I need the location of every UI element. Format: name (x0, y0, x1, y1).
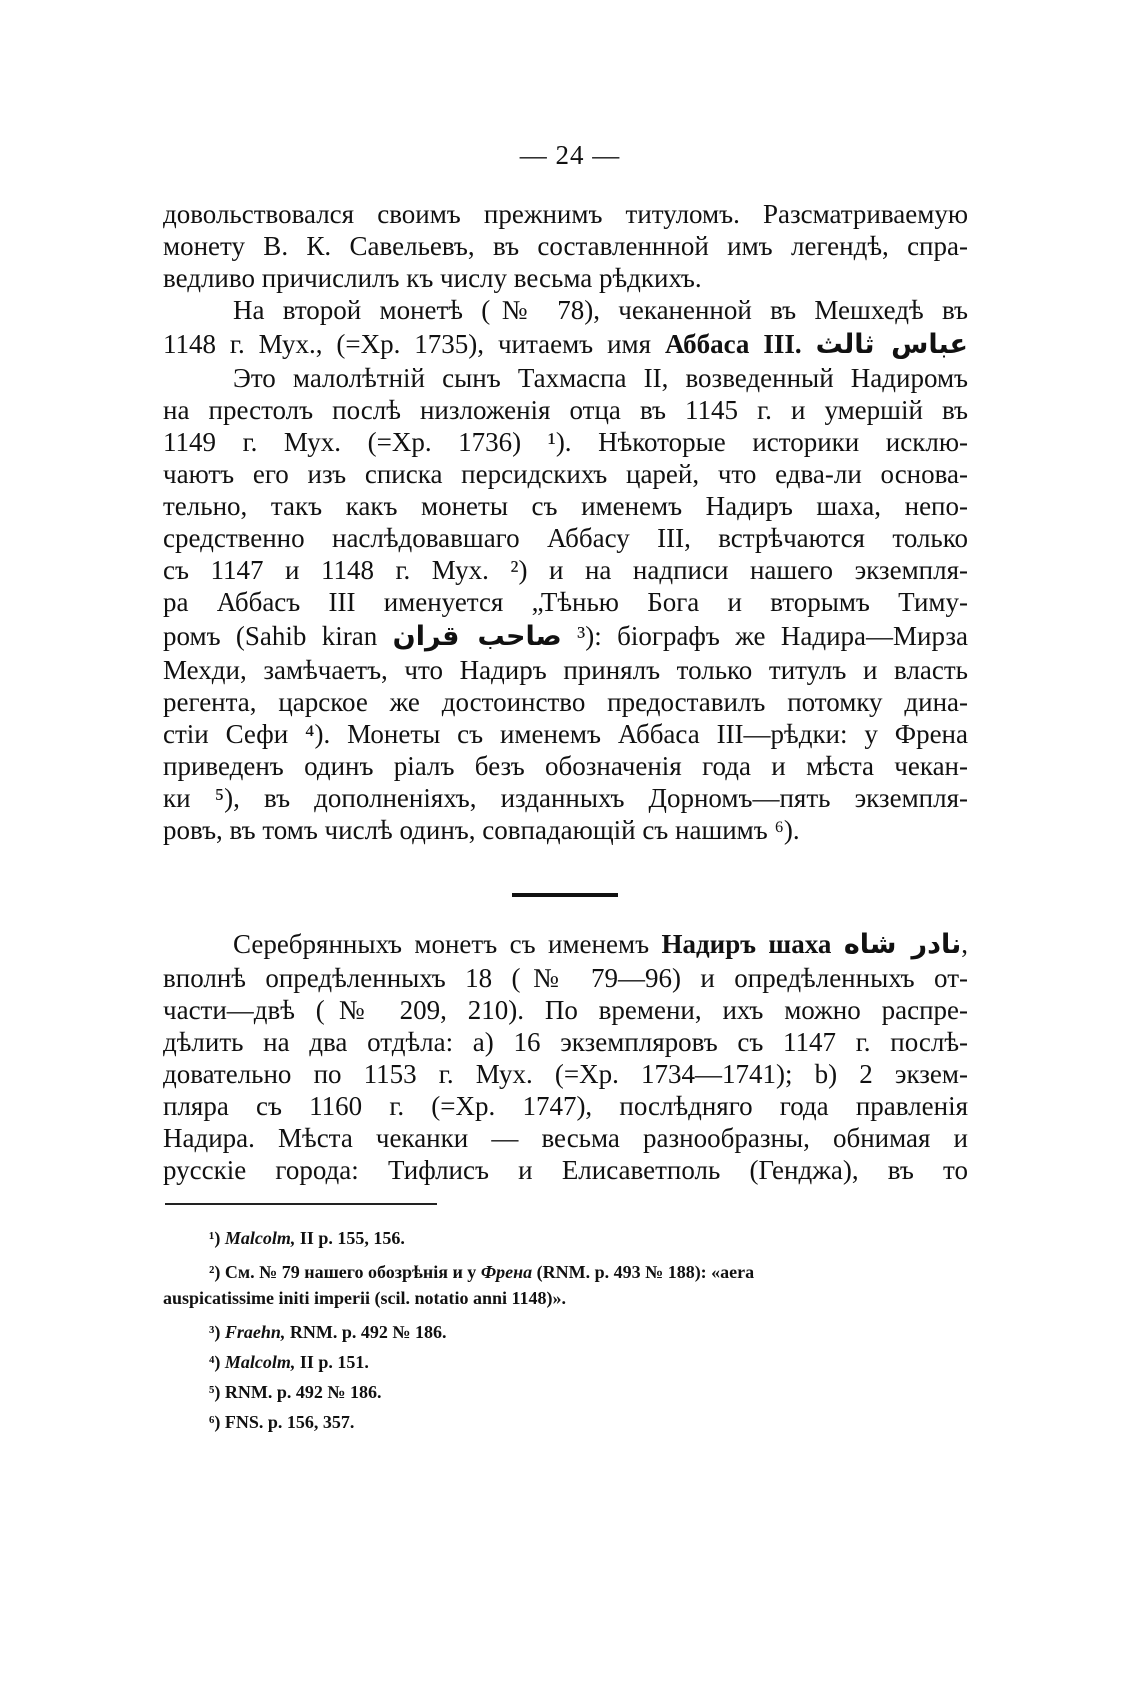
text-line: приведенъ одинъ ріалъ безъ обозначенія года и мѣста чекан- (163, 751, 968, 781)
arabic-inscription: صاحب قران (392, 621, 562, 652)
footnote-text: См. № 79 нашего обозрѣнія и у (220, 1262, 481, 1282)
footnote-1 (209, 1226, 969, 1250)
footnote-text: II p. 155, 156. (295, 1228, 405, 1248)
footnote-mark: ²) (209, 1262, 221, 1282)
text-line: съ 1147 и 1148 г. Мух. ²) и на надписи нашего экземпля- (163, 555, 968, 585)
footnote-mark: ⁵) (209, 1382, 221, 1402)
footnote-mark: ⁶) (209, 1412, 221, 1432)
text-line: Надира. Мѣста чеканки — весьма разнообразны, обнимая и (163, 1123, 968, 1153)
text-span: ромъ (Sahib kiran (163, 621, 393, 651)
text-line (163, 620, 968, 653)
footnote-3 (209, 1320, 969, 1344)
footnote-mark: ⁴) (209, 1352, 221, 1372)
footnote-author: Френа (480, 1262, 533, 1282)
text-span: ³): біографъ же Надира—Мирза (561, 621, 968, 651)
footnote-divider (165, 1203, 437, 1205)
text-line: довольствовался своимъ прежнимъ титуломъ. Разсматриваемую (163, 199, 968, 229)
text-line: части—двѣ (№ 209, 210). По времени, ихъ можно распре- (163, 995, 968, 1025)
text-line: пляра съ 1160 г. (=Хр. 1747), послѣдняго года правленія (163, 1091, 968, 1121)
footnote-5 (209, 1380, 969, 1404)
name-nadir: Надиръ шаха (661, 929, 832, 959)
text-line (163, 328, 968, 361)
text-line: довательно по 1153 г. Мух. (=Хр. 1734—1741); b) 2 экзем- (163, 1059, 968, 1089)
text-line: На второй монетѣ (№ 78), чеканенной въ Мешхедѣ въ (233, 295, 968, 325)
footnote-text: (RNM. p. 493 № 188): «aera (532, 1262, 755, 1282)
footnote-text: RNM. p. 492 № 186. (220, 1382, 382, 1402)
text-line: Это малолѣтній сынъ Тахмаспа II, возведенный Надиромъ (233, 363, 968, 393)
name-abbas: Аббаса III. (664, 329, 802, 359)
text-line (233, 928, 968, 961)
text-line: тельно, такъ какъ монеты съ именемъ Надиръ шаха, непо- (163, 491, 968, 521)
footnote-2-continued: auspicatissime initi imperii (scil. notatio anni 1148)». (163, 1288, 567, 1308)
text-line: дѣлить на два отдѣла: a) 16 экземпляровъ съ 1147 г. послѣ- (163, 1027, 968, 1057)
text-line: русскіе города: Тифлисъ и Елисаветполь (Генджа), въ то (163, 1155, 968, 1185)
arabic-inscription: عباس ثالث (815, 329, 969, 360)
footnote-text: II p. 151. (295, 1352, 369, 1372)
text-line: 1149 г. Мух. (=Хр. 1736) ¹). Нѣкоторые историки исклю- (163, 427, 968, 457)
text-line: чаютъ его изъ списка персидскихъ царей, что едва-ли основа- (163, 459, 968, 489)
text-line: на престолъ послѣ низложенія отца въ 1145 г. и умершій въ (163, 395, 968, 425)
text-line: стіи Сефи ⁴). Монеты съ именемъ Аббаса III—рѣдки: у Френа (163, 719, 968, 749)
text-line: ра Аббасъ III именуется „Тѣнью Бога и вторымъ Тиму- (163, 587, 968, 617)
text-span: 1148 г. Мух., (=Хр. 1735), читаемъ имя (163, 329, 665, 359)
text-span: , (961, 929, 968, 959)
text-line: вполнѣ опредѣленныхъ 18 (№ 79—96) и опредѣленныхъ от- (163, 963, 968, 993)
text-line: ведливо причислилъ къ числу весьма рѣдкихъ. (163, 263, 702, 293)
text-line: монету В. К. Савельевъ, въ составленнной имъ легендѣ, спра- (163, 231, 968, 261)
footnote-text: RNM. p. 492 № 186. (285, 1322, 447, 1342)
page-number: — 24 — (519, 140, 621, 170)
footnote-author: Malcolm, (224, 1228, 296, 1248)
text-line: регента, царское же достоинство предоставилъ потомку дина- (163, 687, 968, 717)
text-line: ровъ, въ томъ числѣ одинъ, совпадающій съ нашимъ ⁶). (163, 815, 800, 845)
footnote-4 (209, 1350, 969, 1374)
footnote-author: Malcolm, (224, 1352, 296, 1372)
text-span: Серебрянныхъ монетъ съ именемъ (233, 929, 662, 959)
text-line: средственно наслѣдовавшаго Аббасу III, встрѣчаются только (163, 523, 968, 553)
text-line: Мехди, замѣчаетъ, что Надиръ принялъ только титулъ и власть (163, 655, 968, 685)
arabic-inscription: نادر شاه (843, 929, 962, 960)
footnote-mark: ¹) (209, 1228, 221, 1248)
text-line: ки ⁵), въ дополненіяхъ, изданныхъ Дорномъ—пять экземпля- (163, 783, 968, 813)
footnote-text: FNS. p. 156, 357. (220, 1412, 355, 1432)
footnote-author: Fraehn, (224, 1322, 286, 1342)
footnote-mark: ³) (209, 1322, 221, 1342)
footnote-6 (209, 1410, 969, 1434)
footnote-2 (209, 1260, 969, 1284)
section-divider (512, 893, 618, 897)
